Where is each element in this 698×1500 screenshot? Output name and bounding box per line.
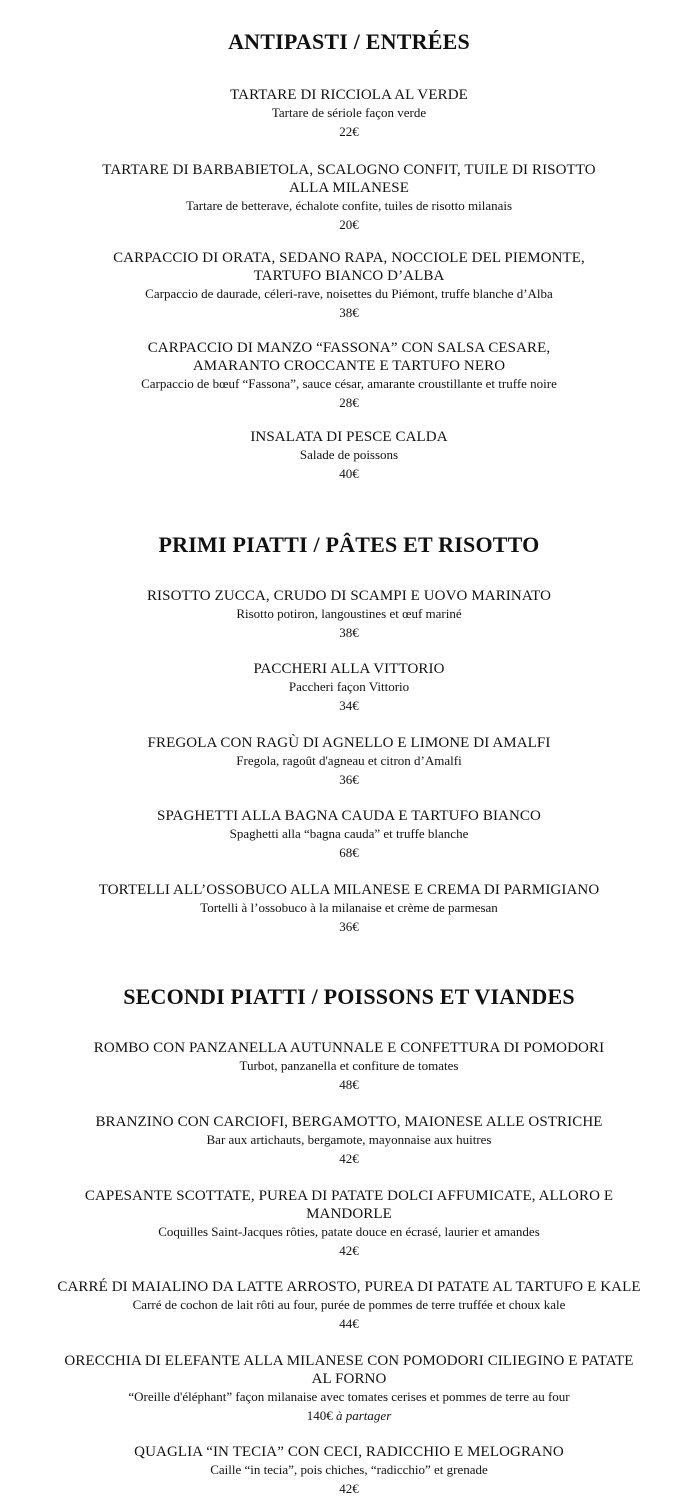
menu-item bbox=[10, 1352, 688, 1425]
dish-name-italian: TARTARE DI RICCIOLA AL VERDE bbox=[230, 87, 468, 103]
dish-price: 36€ bbox=[339, 919, 359, 934]
dish-name-italian: ROMBO CON PANZANELLA AUTUNNALE E CONFETTURA DI POMODORI bbox=[93, 1040, 605, 1056]
menu-item bbox=[10, 881, 688, 936]
section-title-primi-piatti: PRIMI PIATTI / PÂTES ET RISOTTO bbox=[158, 532, 540, 557]
dish-description-french: “Oreille d'éléphant” façon milanaise avec tomates cerises et pommes de terre au four bbox=[128, 1389, 570, 1404]
dish-price: 42€ bbox=[339, 1243, 359, 1258]
dish-price: 34€ bbox=[339, 698, 359, 713]
dish-description-french: Spaghetti alla “bagna cauda” et truffe blanche bbox=[229, 826, 469, 841]
dish-price: 42€ bbox=[339, 1151, 359, 1166]
dish-price: 20€ bbox=[339, 217, 359, 232]
dish-description-french: Bar aux artichauts, bergamote, mayonnaise aux huitres bbox=[206, 1132, 492, 1147]
dish-name-italian: INSALATA DI PESCE CALDA bbox=[250, 429, 448, 445]
dish-price: 38€ bbox=[339, 305, 359, 320]
dish-description-french: Salade de poissons bbox=[299, 447, 399, 462]
dish-price bbox=[10, 1406, 688, 1425]
menu-item bbox=[10, 1443, 688, 1498]
menu-item bbox=[10, 734, 688, 789]
dish-name-italian: CARPACCIO DI ORATA, SEDANO RAPA, NOCCIOLE DEL PIEMONTE, TARTUFO BIANCO D’ALBA bbox=[113, 250, 585, 284]
menu-item bbox=[10, 428, 688, 483]
dish-price: 28€ bbox=[339, 395, 359, 410]
menu-item bbox=[10, 339, 688, 412]
section-title-secondi-piatti: SECONDI PIATTI / POISSONS ET VIANDES bbox=[123, 984, 575, 1009]
menu-item bbox=[10, 86, 688, 141]
dish-name-italian: CARRÉ DI MAIALINO DA LATTE ARROSTO, PUREA DI PATATE AL TARTUFO E KALE bbox=[57, 1279, 641, 1295]
dish-description-french: Carpaccio de bœuf “Fassona”, sauce césar, amarante croustillante et truffe noire bbox=[141, 376, 557, 391]
dish-name-italian: ORECCHIA DI ELEFANTE ALLA MILANESE CON POMODORI CILIEGINO E PATATE AL FORNO bbox=[64, 1353, 634, 1387]
dish-name-italian: RISOTTO ZUCCA, CRUDO DI SCAMPI E UOVO MARINATO bbox=[146, 588, 552, 604]
dish-name-italian: QUAGLIA “IN TECIA” CON CECI, RADICCHIO E MELOGRANO bbox=[134, 1444, 564, 1460]
dish-description-french: Coquilles Saint-Jacques rôties, patate douce en écrasé, laurier et amandes bbox=[158, 1224, 540, 1239]
dish-price-note: à partager bbox=[336, 1408, 392, 1423]
menu-item bbox=[10, 249, 688, 322]
dish-price-value: 140€ bbox=[306, 1408, 333, 1423]
dish-name-italian: TARTARE DI BARBABIETOLA, SCALOGNO CONFIT, TUILE DI RISOTTO ALLA MILANESE bbox=[102, 162, 596, 196]
section-title-antipasti: ANTIPASTI / ENTRÉES bbox=[228, 29, 470, 54]
dish-description-french: Turbot, panzanella et confiture de tomates bbox=[239, 1058, 459, 1073]
dish-price: 48€ bbox=[339, 1077, 359, 1092]
dish-price: 68€ bbox=[339, 845, 359, 860]
dish-name-italian: SPAGHETTI ALLA BAGNA CAUDA E TARTUFO BIANCO bbox=[157, 808, 541, 824]
dish-name-italian: TORTELLI ALL’OSSOBUCO ALLA MILANESE E CREMA DI PARMIGIANO bbox=[98, 882, 600, 898]
dish-name-italian: PACCHERI ALLA VITTORIO bbox=[253, 661, 445, 677]
menu-item bbox=[10, 1039, 688, 1094]
dish-price: 40€ bbox=[339, 466, 359, 481]
dish-description-french: Carré de cochon de lait rôti au four, purée de pommes de terre truffée et choux kale bbox=[132, 1297, 566, 1312]
menu-item bbox=[10, 1113, 688, 1168]
dish-name-italian: CARPACCIO DI MANZO “FASSONA” CON SALSA CESARE, AMARANTO CROCCANTE E TARTUFO NERO bbox=[147, 340, 551, 374]
menu-item bbox=[10, 587, 688, 642]
menu-item bbox=[10, 660, 688, 715]
menu-item bbox=[10, 1278, 688, 1333]
dish-description-french: Tartare de sériole façon verde bbox=[271, 105, 427, 120]
dish-description-french: Tartare de betterave, échalote confite, tuiles de risotto milanais bbox=[185, 198, 513, 213]
dish-price: 22€ bbox=[339, 124, 359, 139]
dish-description-french: Carpaccio de daurade, céleri-rave, noisettes du Piémont, truffe blanche d’Alba bbox=[145, 286, 553, 301]
dish-description-french: Paccheri façon Vittorio bbox=[288, 679, 410, 694]
dish-description-french: Risotto potiron, langoustines et œuf mariné bbox=[236, 606, 462, 621]
dish-name-italian: CAPESANTE SCOTTATE, PUREA DI PATATE DOLCI AFFUMICATE, ALLORO E MANDORLE bbox=[84, 1188, 614, 1222]
dish-name-italian: FREGOLA CON RAGÙ DI AGNELLO E LIMONE DI AMALFI bbox=[147, 735, 551, 751]
dish-price: 38€ bbox=[339, 625, 359, 640]
dish-name-italian: BRANZINO CON CARCIOFI, BERGAMOTTO, MAIONESE ALLE OSTRICHE bbox=[95, 1114, 603, 1130]
menu-item bbox=[10, 807, 688, 862]
menu-item bbox=[10, 161, 688, 234]
dish-price: 42€ bbox=[339, 1481, 359, 1496]
dish-description-french: Tortelli à l’ossobuco à la milanaise et crème de parmesan bbox=[200, 900, 498, 915]
dish-description-french: Caille “in tecia”, pois chiches, “radicchio” et grenade bbox=[210, 1462, 488, 1477]
dish-description-french: Fregola, ragoût d'agneau et citron d’Amalfi bbox=[236, 753, 462, 768]
dish-price: 36€ bbox=[339, 772, 359, 787]
dish-price: 44€ bbox=[339, 1316, 359, 1331]
menu-item bbox=[10, 1187, 688, 1260]
